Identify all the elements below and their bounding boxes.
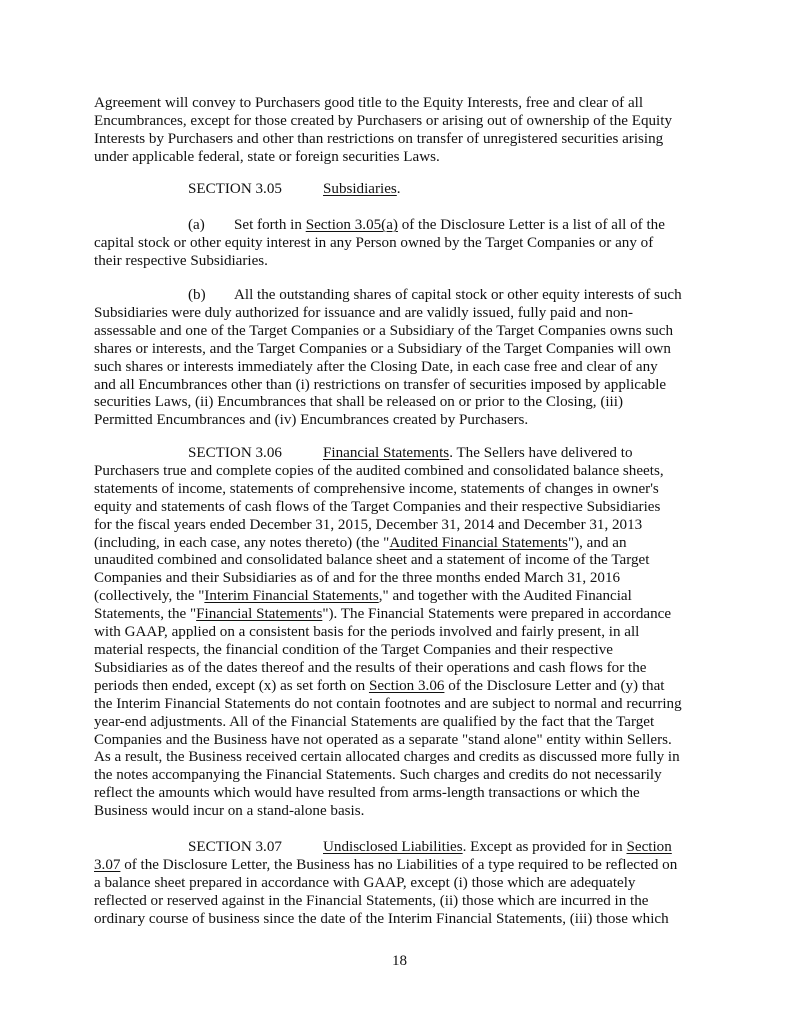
text-line: and all Encumbrances other than (i) restrictions on transfer of securities imposed by applicable: [94, 376, 667, 393]
cross-reference: Section: [626, 839, 672, 855]
text-run: Set forth in: [234, 217, 306, 233]
text-line: Purchasers true and complete copies of the audited combined and consolidated balance sheets,: [94, 462, 664, 479]
section-title: Undisclosed Liabilities: [323, 839, 463, 855]
section-number: SECTION 3.07: [188, 839, 282, 855]
text-run: . The Sellers have delivered to: [449, 445, 633, 461]
section-number: SECTION 3.06: [188, 445, 282, 461]
text-line: for the fiscal years ended December 31, 2015, December 31, 2014 and December 31, 2013: [94, 516, 643, 533]
section-3-06-paragraph: [94, 445, 711, 821]
text-run: Statements, the ": [94, 606, 197, 623]
text-line: Agreement will convey to Purchasers good title to the Equity Interests, free and clear of all: [94, 95, 644, 111]
text-line: such shares or interests immediately after the Closing Date, in each case free and clear of any: [94, 358, 658, 375]
section-title: Subsidiaries: [323, 181, 397, 197]
text-run: ," and together with the Audited Financial: [378, 588, 632, 605]
text-line: ordinary course of business since the date of the Interim Financial Statements, (iii) those which: [94, 910, 669, 927]
text-run: of the Disclosure Letter and (y) that: [444, 677, 665, 694]
text-line: [94, 535, 711, 553]
text-line: a balance sheet prepared in accordance with GAAP, except (i) those which are adequately: [94, 874, 636, 891]
section-number: SECTION 3.05: [188, 181, 282, 197]
text-run: (collectively, the ": [94, 588, 205, 605]
section-title: Financial Statements: [323, 445, 450, 461]
defined-term: Interim Financial Statements: [204, 588, 379, 605]
defined-term: Audited Financial Statements: [389, 534, 568, 551]
text-line: [94, 678, 711, 696]
text-line: Subsidiaries were duly authorized for issuance and are validly issued, fully paid and non-: [94, 304, 634, 321]
cross-reference: 3.07: [94, 856, 121, 873]
text-line: their respective Subsidiaries.: [94, 252, 268, 269]
text-run: All the outstanding shares of capital stock or other equity interests of such: [234, 287, 682, 303]
text-line: reflected or reserved against in the Financial Statements, (ii) those which are incurred in the: [94, 892, 649, 909]
text-line: As a result, the Business received certain allocated charges and credits as discussed more fully in: [94, 749, 680, 766]
text-line: the notes accompanying the Financial Statements. Such charges and credits do not necessarily: [94, 767, 662, 784]
text-line: Permitted Encumbrances and (iv) Encumbrances created by Purchasers.: [94, 412, 529, 429]
text-line: year-end adjustments. All of the Financial Statements are qualified by the fact that the Target: [94, 713, 655, 730]
section-3-05-a-paragraph: [94, 217, 711, 271]
text-line: Subsidiaries as of the dates thereof and the results of their operations and cash flows for the: [94, 659, 647, 676]
section-3-05-heading: [94, 181, 711, 199]
text-line: material respects, the financial condition of the Target Companies and their respective: [94, 641, 613, 658]
text-line: Interests by Purchasers and other than restrictions on transfer of unregistered securities arising: [94, 130, 664, 147]
text-line: [94, 588, 711, 606]
text-line: shares or interests, and the Target Companies or a Subsidiary of the Target Companies will own: [94, 340, 671, 357]
cross-reference: Section 3.06: [368, 677, 445, 694]
text-line: [94, 857, 711, 875]
text-line: statements of income, statements of comprehensive income, statements of changes in owner's: [94, 480, 659, 497]
text-line: Business would incur on a stand-alone basis.: [94, 803, 365, 820]
text-line: equity and statements of cash flows of the Target Companies and their respective Subsidiaries: [94, 498, 661, 515]
text-line: Encumbrances, except for those created by Purchasers or arising out of ownership of the Equity: [94, 112, 672, 129]
text-run: "). The Financial Statements were prepared in accordance: [322, 606, 672, 623]
text-line: securities Laws, (ii) Encumbrances that shall be released on or prior to the Closing, (iii): [94, 394, 623, 411]
defined-term: Financial Statements: [196, 606, 323, 623]
text-line: [94, 606, 711, 624]
page-number: 18: [391, 953, 408, 969]
text-line: assessable and one of the Target Companies or a Subsidiary of the Target Companies owns such: [94, 322, 674, 339]
text-run: . Except as provided for in: [462, 839, 627, 855]
text-run: periods then ended, except (x) as set forth on: [94, 677, 369, 694]
text-line: the Interim Financial Statements do not contain footnotes and are subject to normal and recurring: [94, 695, 682, 712]
text-run: (including, in each case, any notes thereto) (the ": [94, 534, 390, 551]
text-line: under applicable federal, state or foreign securities Laws.: [94, 148, 440, 165]
text-run: "), and an: [567, 534, 627, 551]
text-line: reflect the amounts which would have resulted from arms-length transactions or which the: [94, 785, 640, 802]
text-line: with GAAP, applied on a consistent basis for the periods involved and fairly present, in all: [94, 624, 640, 641]
section-3-07-paragraph: [94, 839, 711, 929]
cross-reference: Section 3.05(a): [305, 217, 398, 233]
section-3-05-b-paragraph: [94, 287, 711, 430]
clause-label: (b): [188, 287, 206, 303]
text-line: Companies and the Business have not operated as a separate "stand alone" entity within Sellers.: [94, 731, 672, 748]
intro-paragraph: [94, 95, 711, 167]
text-line: capital stock or other equity interest in any Person owned by the Target Companies or any of: [94, 234, 654, 251]
text-run: of the Disclosure Letter, the Business has no Liabilities of a type required to be reflected on: [120, 856, 678, 873]
text-line: unaudited combined and consolidated balance sheet and a statement of income of the Target: [94, 552, 650, 569]
section-title-period: .: [396, 181, 401, 197]
text-run: of the Disclosure Letter is a list of all of the: [397, 217, 665, 233]
clause-label: (a): [188, 217, 205, 233]
text-line: Companies and their Subsidiaries as of and for the three months ended March 31, 2016: [94, 570, 621, 587]
